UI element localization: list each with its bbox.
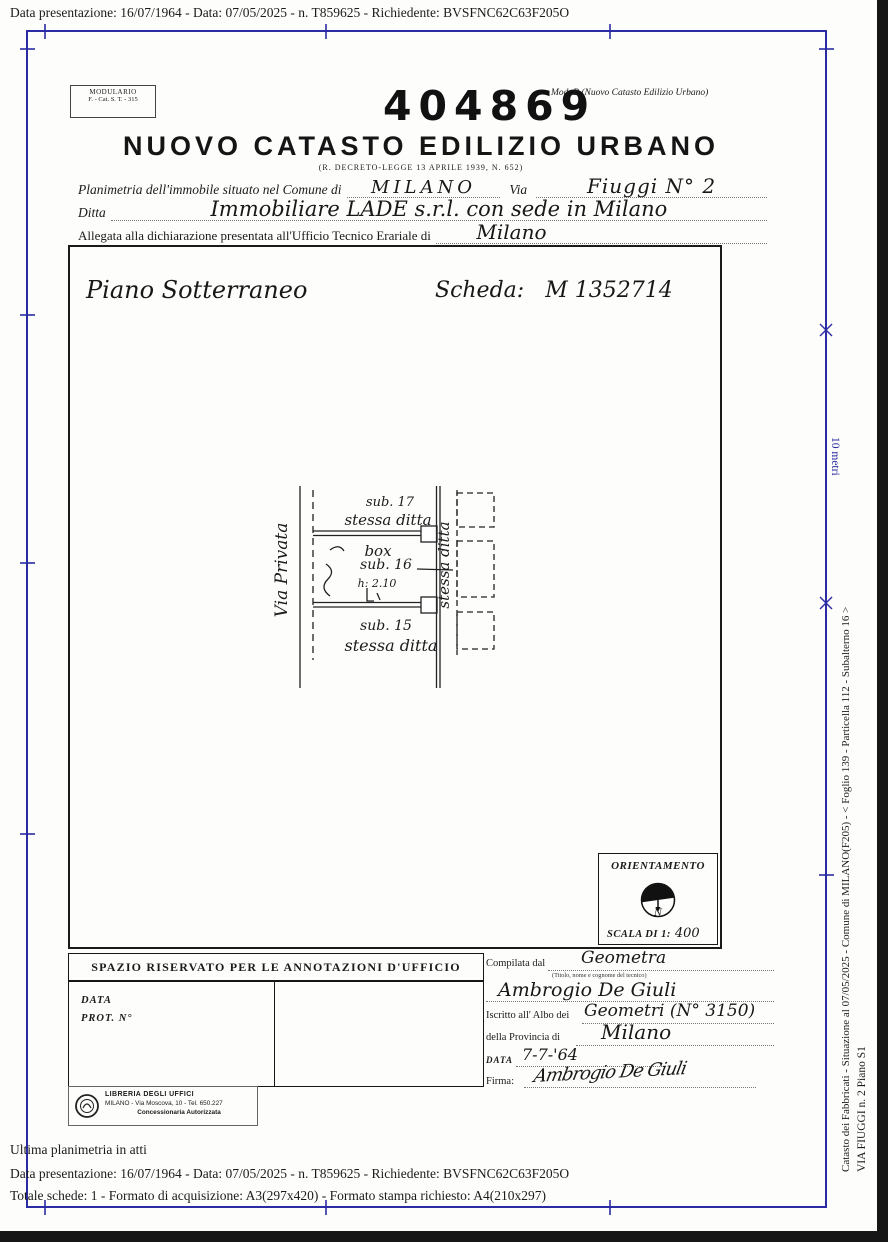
dotline-4 xyxy=(576,1045,774,1046)
comune-label: Planimetria dell'immobile situato nel Comune di xyxy=(78,182,342,197)
adjacent-units-dashed xyxy=(457,490,494,655)
office-data-label: DATA xyxy=(81,995,112,1006)
scan-edge-bottom xyxy=(0,1231,888,1242)
signature: Ambrogio De Giuli xyxy=(532,1057,688,1088)
plan-height-label: h: 2.10 xyxy=(357,577,397,590)
comune-field xyxy=(347,179,501,198)
ufficio-label: Allegata alla dichiarazione presentata all'Ufficio Tecnico Erariale di xyxy=(78,228,431,243)
footer-line3: Totale schede: 1 - Formato di acquisizione: A3(297x420) - Formato stampa richiesto: A4(210x297) xyxy=(10,1188,546,1203)
via-value: Fiuggi N° 2 xyxy=(587,174,717,198)
scheda-value: M 1352714 xyxy=(545,278,673,303)
scheda-line xyxy=(435,278,673,303)
scan-edge-right xyxy=(877,0,888,1242)
compiled-by-value: Geometra xyxy=(581,948,667,968)
albo-value: Geometri (N° 3150) xyxy=(584,1001,756,1021)
libreria-line3: Concessionaria Autorizzata xyxy=(137,1109,221,1116)
stamp-number: 404869 xyxy=(383,82,597,130)
comune-value: MILANO xyxy=(370,177,476,198)
hand-squiggle-s xyxy=(324,564,332,596)
ditta-value: Immobiliare LADE s.r.l. con sede in Milano xyxy=(210,197,668,221)
ufficio-field xyxy=(436,222,767,244)
firma-label: Firma: xyxy=(486,1076,514,1087)
libreria-logo-icon xyxy=(74,1093,100,1119)
compass-icon xyxy=(636,878,680,922)
scale-ruler-label: 10 metri xyxy=(829,437,841,476)
compiler-date-value: 7-7-'64 xyxy=(522,1045,578,1064)
compiler-name: Ambrogio De Giuli xyxy=(498,979,677,1001)
libreria-line2: MILANO - Via Moscova, 10 - Tel. 650.227 xyxy=(105,1100,223,1107)
modulario-line2: F. - Cat. S. T. - 315 xyxy=(88,96,138,103)
provincia-label: della Provincia di xyxy=(486,1032,561,1043)
office-annotations-body xyxy=(68,980,484,1087)
orientation-box xyxy=(598,853,718,945)
plan-sub17-owner: stessa ditta xyxy=(344,511,432,529)
dotline-6 xyxy=(524,1087,756,1088)
compiled-by-label: Compilata dal xyxy=(486,958,546,969)
document-title: NUOVO CATASTO EDILIZIO URBANO xyxy=(122,131,719,161)
ditta-field xyxy=(111,199,767,221)
compiler-hint: (Titolo, nome e cognome del tecnico) xyxy=(552,972,647,979)
via-field xyxy=(536,176,767,198)
plan-sub15-label: sub. 15 xyxy=(360,618,412,634)
office-annotations-header xyxy=(68,953,484,982)
hand-squiggle-top xyxy=(330,547,344,551)
scan-top-caption: Data presentazione: 16/07/1964 - Data: 07/05/2025 - n. T859625 - Richiedente: BVSFNC62C63F205O xyxy=(10,5,570,20)
floor-label: Piano Sotterraneo xyxy=(86,276,308,304)
modulario-box xyxy=(70,85,156,118)
scale-label: SCALA DI 1: xyxy=(607,929,671,940)
floor-plan-sketch xyxy=(270,470,510,700)
sidebar-catasto-line: Catasto dei Fabbricati - Situazione al 07/05/2025 - Comune di MILANO(F205) - < Foglio 139 - Particella 112 - Subalterno 16 > xyxy=(840,606,852,1172)
footer-line2: Data presentazione: 16/07/1964 - Data: 07/05/2025 - n. T859625 - Richiedente: BVSFNC62C63F205O xyxy=(10,1166,570,1181)
orientation-title: ORIENTAMENTO xyxy=(611,860,705,872)
form-row-ditta xyxy=(78,197,772,221)
document-subtitle: (R. DECRETO-LEGGE 13 APRILE 1939, N. 652) xyxy=(318,163,524,172)
compiler-block xyxy=(486,950,774,1092)
plan-right-owner: stessa ditta xyxy=(435,521,453,609)
footer-line1: Ultima planimetria in atti xyxy=(10,1142,147,1157)
plan-street-label: Via Privata xyxy=(272,522,292,618)
office-box-divider xyxy=(274,981,275,1086)
scale-value: 400 xyxy=(674,926,700,941)
plan-sub16-label: sub. 16 xyxy=(360,557,412,573)
mod-b-label: Mod. B (Nuovo Catasto Edilizio Urbano) xyxy=(551,88,709,98)
libreria-line1: LIBRERIA DEGLI UFFICI xyxy=(105,1091,195,1098)
dotline-1 xyxy=(548,970,774,971)
albo-label: Iscritto all' Albo dei xyxy=(486,1010,570,1021)
compiler-date-label: DATA xyxy=(486,1055,514,1065)
compass-north-letter: N xyxy=(654,908,662,919)
provincia-value: Milano xyxy=(601,1020,672,1044)
scale-line xyxy=(607,924,700,942)
plan-sub17-label: sub. 17 xyxy=(365,495,415,510)
plan-sub15-owner: stessa ditta xyxy=(344,636,438,655)
via-label: Via xyxy=(509,182,528,197)
form-row-ufficio xyxy=(78,221,772,244)
office-annotations-title: SPAZIO RISERVATO PER LE ANNOTAZIONI D'UFFICIO xyxy=(91,960,461,974)
sidebar-via-line: VIA FIUGGI n. 2 Piano S1 xyxy=(856,1046,868,1172)
plan-box-label: box xyxy=(364,542,392,560)
form-row-comune xyxy=(78,176,772,198)
scheda-label: Scheda: xyxy=(435,278,525,303)
ufficio-value: Milano xyxy=(476,220,547,244)
ditta-label: Ditta xyxy=(78,205,106,220)
libreria-stamp-box xyxy=(68,1086,258,1126)
modulario-line1: MODULARIO xyxy=(89,88,137,96)
office-prot-label: PROT. N° xyxy=(81,1013,133,1024)
